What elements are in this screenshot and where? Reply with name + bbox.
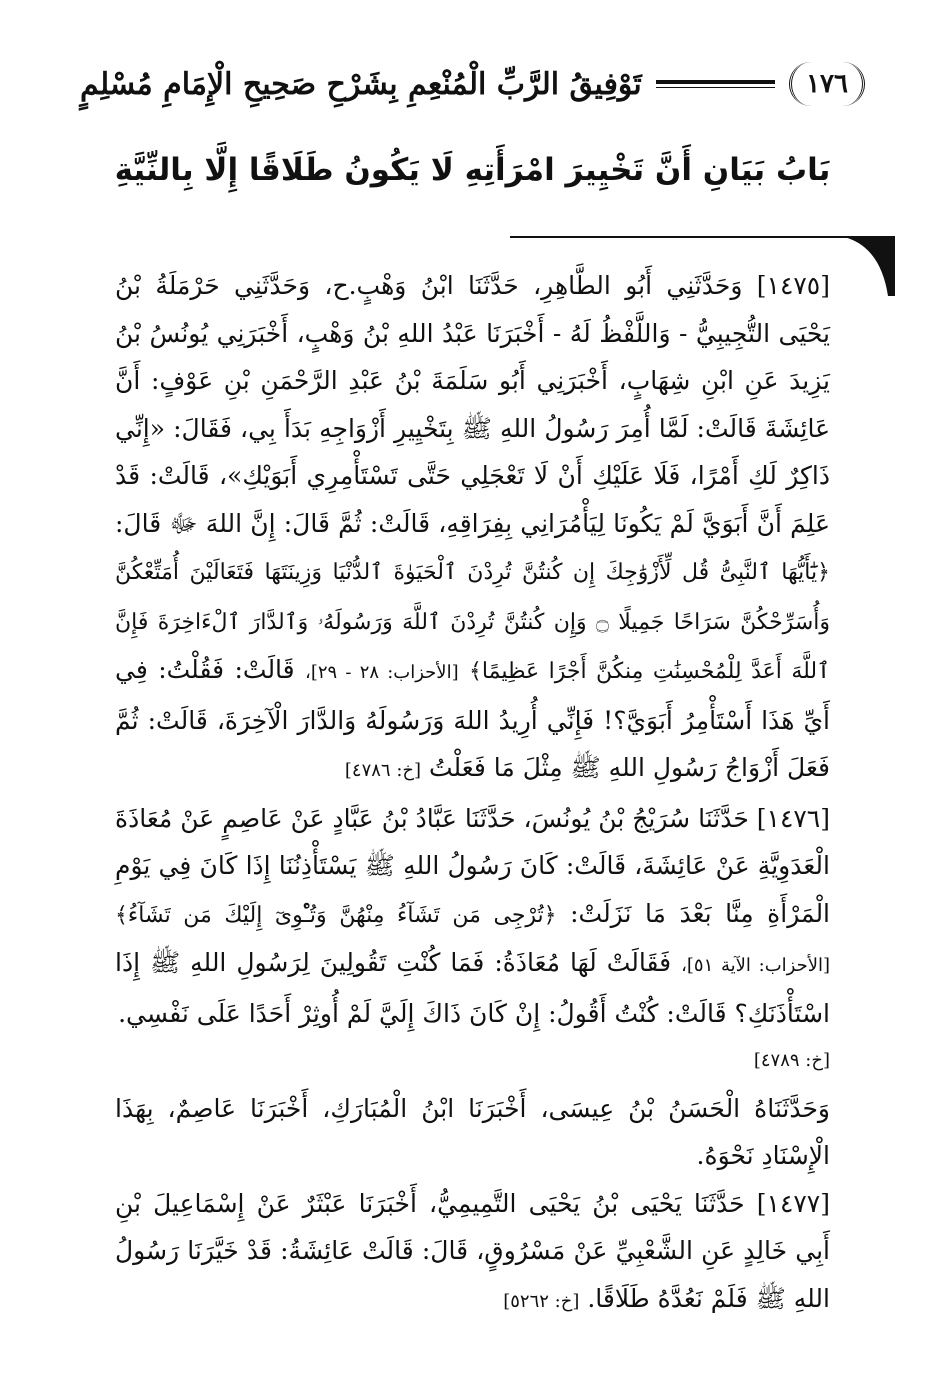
hadith-1477 [115,1180,830,1326]
hadith-1475 [115,262,830,795]
hadith-text: وَحَدَّثَنَاهُ الْحَسَنُ بْنُ عِيسَى، أَخْبَرَنَا ابْنُ الْمُبَارَكِ، أَخْبَرَنَا عَاصِمٌ، بِهَذَا الْإِسْنَادِ نَحْوَهُ. [115,1093,830,1170]
quran-verse: ﴿تُرْجِى مَن تَشَآءُ مِنْهُنَّ وَتُـْٔوِىٓ إِلَيْكَ مَن تَشَآءُ﴾ [115,902,557,928]
bukhari-reference: [خ: ٤٧٨٩] [753,1050,830,1071]
chapter-title: بَابُ بَيَانِ أَنَّ تَخْيِيرَ امْرَأَتِهِ لَا يَكُونُ طَلَاقًا إِلَّا بِالنِّيَّةِ [114,152,831,188]
page-number: ١٧٦ [789,62,865,106]
header-rule [656,80,775,88]
hadith-text: [١٤٧٧] حَدَّثَنَا يَحْيَى بْنُ يَحْيَى التَّمِيمِيُّ، أَخْبَرَنَا عَبْثَرٌ عَنْ إِسْمَاعِيلَ بْنِ أَبِي خَالِدٍ عَنِ الشَّعْبِيِّ عَنْ مَسْرُوقٍ، قَالَ: قَالَتْ عَائِشَةُ: قَدْ خَيَّرَنَا رَسُولُ اللهِ ﷺ فَلَمْ نَعُدَّهُ طَلَاقًا. [115,1188,830,1313]
book-title: تَوْفِيقُ الرَّبِّ الْمُنْعِمِ بِشَرْحِ صَحِيحِ الْإِمَامِ مُسْلِمٍ [80,66,642,102]
hadith-text: فَقَالَتْ لَهَا مُعَاذَةُ: فَمَا كُنْتِ تَقُولِينَ لِرَسُولِ اللهِ ﷺ إِذَا اسْتَأْذَنَكِ؟ قَالَتْ: كُنْتُ أَقُولُ: إِنْ كَانَ ذَاكَ إِلَيَّ لَمْ أُوثِرْ أَحَدًا عَلَى نَفْسِي. [115,948,830,1028]
page-header [80,58,865,110]
hadith-text: [١٤٧٦] حَدَّثَنَا سُرَيْجُ بْنُ يُونُسَ، حَدَّثَنَا عَبَّادُ بْنُ عَبَّادٍ عَنْ عَاصِمٍ عَنْ مُعَاذَةَ الْعَدَوِيَّةِ عَنْ عَائِشَةَ، قَالَتْ: كَانَ رَسُولُ اللهِ ﷺ يَسْتَأْذِنُنَا إِذَا كَانَ فِي يَوْمِ الْمَرْأَةِ مِنَّا بَعْدَ مَا نَزَلَتْ: [115,803,831,928]
verse-citation: [الأحزاب: الآية ٥١]، [681,955,831,976]
hadith-1476 [115,795,830,1085]
hadith-text: [١٤٧٥] وَحَدَّثَنِي أَبُو الطَّاهِرِ، حَدَّثَنَا ابْنُ وَهْبٍ.ح، وَحَدَّثَنِي حَرْمَلَةُ بْنُ يَحْيَى التُّجِيبِيُّ - وَاللَّفْظُ لَهُ - أَخْبَرَنَا عَبْدُ اللهِ بْنُ وَهْبٍ، أَخْبَرَنِي يُونُسُ بْنُ يَزِيدَ عَنِ ابْنِ شِهَابٍ، أَخْبَرَنِي أَبُو سَلَمَةَ بْنُ عَبْدِ الرَّحْمَنِ بْنِ عَوْفٍ: أَنَّ عَائِشَةَ قَالَتْ: لَمَّا أُمِرَ رَسُولُ اللهِ ﷺ بِتَخْيِيرِ أَزْوَاجِهِ بَدَأَ بِي، فَقَالَ: «إِنِّي ذَاكِرٌ لَكِ أَمْرًا، فَلَا عَلَيْكِ أَنْ لَا تَعْجَلِي حَتَّى تَسْتَأْمِرِي أَبَوَيْكِ»، قَالَتْ: قَدْ عَلِمَ أَنَّ أَبَوَيَّ لَمْ يَكُونَا لِيَأْمُرَانِي بِفِرَاقِهِ، قَالَتْ: ثُمَّ قَالَ: إِنَّ اللهَ ﷻ قَالَ: [115,271,830,538]
bukhari-reference: [خ: ٤٧٨٦] [344,760,422,781]
page-body [115,262,830,1325]
quran-verse: ﴿يَٰٓأَيُّهَا ٱلنَّبِىُّ قُل لِّأَزْوَٰجِكَ إِن كُنتُنَّ تُرِدْنَ ٱلْحَيَوٰةَ ٱلدُّنْيَا وَزِينَتَهَا فَتَعَالَيْنَ أُمَتِّعْكُنَّ وَأُسَرِّحْكُنَّ سَرَاحًا جَمِيلًا ۝ وَإِن كُنتُنَّ تُرِدْنَ ٱللَّهَ وَرَسُولَهُۥ وَٱلدَّارَ ٱلْءَاخِرَةَ فَإِنَّ ٱللَّهَ أَعَدَّ لِلْمُحْسِنَٰتِ مِنكُنَّ أَجْرًا عَظِيمًا﴾ [115,560,830,684]
corner-ornament-icon [840,236,895,296]
bukhari-reference: [خ: ٥٢٦٢] [503,1290,580,1312]
hadith-chain [115,1085,830,1180]
hadith-text: قَالَتْ: فَقُلْتُ: فِي أَيِّ هَذَا أَسْتَأْمِرُ أَبَوَيَّ؟! فَإِنِّي أُرِيدُ اللهَ وَرَسُولَهُ وَالدَّارَ الْآخِرَةَ، قَالَتْ: ثُمَّ فَعَلَ أَزْوَاجُ رَسُولِ اللهِ ﷺ مِثْلَ مَا فَعَلْتُ [115,655,830,782]
verse-citation: [الأحزاب: ٢٨ - ٢٩]، [305,662,459,683]
frame-border [510,236,895,238]
